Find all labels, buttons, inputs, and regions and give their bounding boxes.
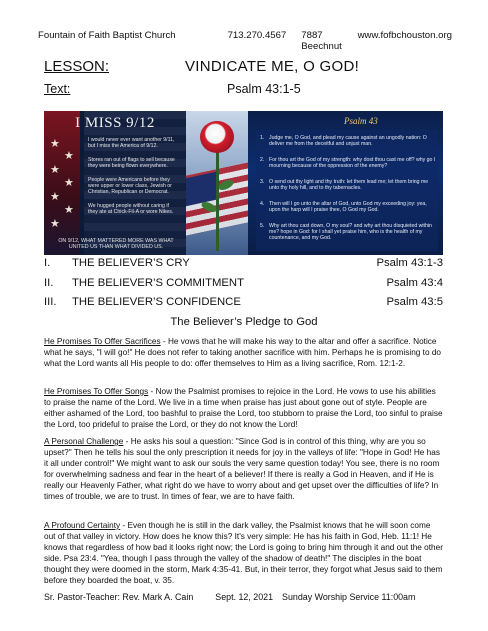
paragraph-lead: A Personal Challenge — [44, 437, 124, 446]
star-icon: ★ — [50, 164, 60, 176]
point-label: THE BELIEVER’S COMMITMENT — [72, 276, 244, 289]
service-time: Sunday Worship Service 11:00am — [282, 592, 416, 602]
church-name: Fountain of Faith Baptist Church — [38, 30, 176, 41]
paragraph-body: - Even though he is still in the dark valley, the Psalmist knows that he will soon come out of that valley in victory. How does he know this? It's very simple: He has his faith in God, Heb. 11:1! He knows that regardless of how bad it looks right now; the Lord is going to bring him through it and out the other side. Psa 23:4. "Yea, though I pass through the valley of the shadow of death!" The disciples in the boat thought they were doomed in the storm, Mark 4:35-41. But, in their terror, they forgot what Jesus said to them before they boarded the boat, v. 35. — [44, 521, 443, 585]
paragraph-lead: He Promises To Offer Sacrifices — [44, 337, 161, 346]
paragraph-lead: He Promises To Offer Songs — [44, 387, 149, 396]
church-address: 7887 Beechnut — [301, 30, 342, 52]
star-icon: ★ — [50, 138, 60, 150]
church-header — [38, 30, 452, 52]
verse-text: Then will I go unto the altar of God, unto God my exceeding joy: yea, upon the harp will I praise thee, O God my God. — [269, 201, 427, 214]
text-reference: Psalm 43:1-5 — [227, 82, 301, 96]
verse-text: Why art thou cast down, O my soul? and why art thou disquieted within me? hope in God: for I shall yet praise him, who is the health of my countenance, and my God. — [269, 223, 432, 242]
outline-point — [44, 257, 443, 277]
panel-left-line: We hugged people without caring if they ate at Chick-Fil-A or wore Nikes. — [88, 203, 174, 215]
pastor-name: Sr. Pastor-Teacher: Rev. Mark A. Cain — [44, 592, 194, 602]
verse-text: O send out thy light and thy truth: let them lead me; let them bring me unto thy holy hill, and to thy tabernacles. — [269, 179, 429, 192]
i-miss-9-12-panel — [44, 111, 186, 255]
star-icon: ★ — [50, 218, 60, 230]
psalm-43-panel — [248, 111, 443, 255]
rose-stem — [216, 151, 219, 251]
sermon-outline — [44, 257, 443, 316]
point-label: THE BELIEVER’S CRY — [72, 257, 190, 269]
psalm-verse — [260, 179, 436, 191]
outline-point — [44, 277, 443, 297]
verse-number: 5. — [260, 223, 265, 229]
point-number: III. — [44, 296, 57, 308]
text-label: Text: — [44, 82, 71, 96]
paragraph-body: - He asks his soul a question: "Since God is in control of this thing, why are you so upset?" Then he tells his soul the only prescription it needs for joy in the valleys of life: "Hope in God! He has it all under control!" We might want to ask our souls the very same question today! You see, there is no room for overwhelming sadness and fear in the heart of a believer! If there is really a God in Heaven, and if He is really our Heavenly Father, what right do we have to worry about and get upset over the difficulties of life? In times of trouble, we are to trust. In times of fear, we are to have faith. — [44, 437, 440, 501]
psalm-panel-title: Psalm 43 — [344, 116, 378, 126]
panel-left-line: I would never ever want another 9/11, but I miss the America of 9/12. — [88, 137, 175, 149]
service-date: Sept. 12, 2021 — [215, 592, 274, 602]
paragraph-lead: A Profound Certainty — [44, 521, 121, 530]
pledge-title: The Believer’s Pledge to God — [170, 316, 318, 328]
star-icon: ★ — [64, 204, 74, 216]
psalm-verse — [260, 135, 436, 147]
point-reference: Psalm 43:5 — [386, 296, 443, 308]
paragraph — [44, 337, 443, 370]
verse-text: Judge me, O God, and plead my cause against an ungodly nation: O deliver me from the deceitful and unjust man. — [269, 135, 427, 148]
paragraph — [44, 437, 443, 502]
church-website: www.fofbchouston.org — [357, 30, 452, 41]
psalm-verse — [260, 201, 436, 213]
point-number: I. — [44, 257, 51, 269]
panel-left-footer: ON 9/12, WHAT MATTERED MORE WAS WHAT UNITED US THAN WHAT DIVIDED US. — [58, 238, 174, 250]
panel-left-title: I MISS 9/12 — [75, 115, 155, 131]
star-icon: ★ — [50, 191, 60, 203]
verse-text: For thou art the God of my strength: why dost thou cast me off? why go I mourning because of the oppression of the enemy? — [269, 157, 436, 170]
point-reference: Psalm 43:4 — [386, 276, 443, 289]
banner-image — [44, 111, 443, 255]
star-icon: ★ — [64, 150, 74, 162]
panel-left-line: Stores ran out of flags to sell because they were being flown everywhere. — [88, 157, 175, 169]
point-reference: Psalm 43:1-3 — [376, 257, 443, 269]
paragraph-body: - He vows that he will make his way to the altar and offer a sacrifice. Notice what he says, "I will go!" He does not refer to taking another sacrifice with him. Perhaps he is promising to do what the Lord wants all His people to do: offer themselves to Him as a living sacrifice, Rom. 12:1-2. — [44, 337, 442, 368]
panel-left-line: People were Americans before they were upper or lower class, Jewish or Christian, Republican or Democrat. — [88, 177, 172, 195]
lesson-label: LESSON: — [44, 58, 110, 75]
rose-flag-panel — [186, 111, 248, 255]
page-footer — [44, 592, 464, 602]
verse-number: 3. — [260, 179, 265, 185]
paragraph — [44, 387, 443, 431]
psalm-verse — [260, 223, 436, 242]
verse-number: 2. — [260, 157, 265, 163]
church-phone: 713.270.4567 — [227, 30, 287, 41]
star-icon: ★ — [64, 177, 74, 189]
outline-point — [44, 296, 443, 316]
verse-number: 1. — [260, 135, 265, 141]
verse-number: 4. — [260, 201, 265, 207]
point-label: THE BELIEVER’S CONFIDENCE — [72, 296, 241, 308]
paragraph — [44, 521, 443, 586]
paragraph-body: - Now the Psalmist promises to rejoice in the Lord. He vows to use his abilities to praise the name of the Lord. We live in a time when praise has just about gone out of style. People are either ashamed of the Lord, too bashful to praise the Lord, too stubborn to praise the Lord, too sinful to praise the Lord, too prideful to praise the Lord, or they do not know the Lord! — [44, 387, 443, 429]
point-number: II. — [44, 276, 54, 289]
red-band-decoration — [44, 111, 80, 255]
psalm-verse — [260, 157, 436, 169]
lesson-title: VINDICATE ME, O GOD! — [185, 58, 360, 75]
rose-image — [200, 121, 234, 153]
